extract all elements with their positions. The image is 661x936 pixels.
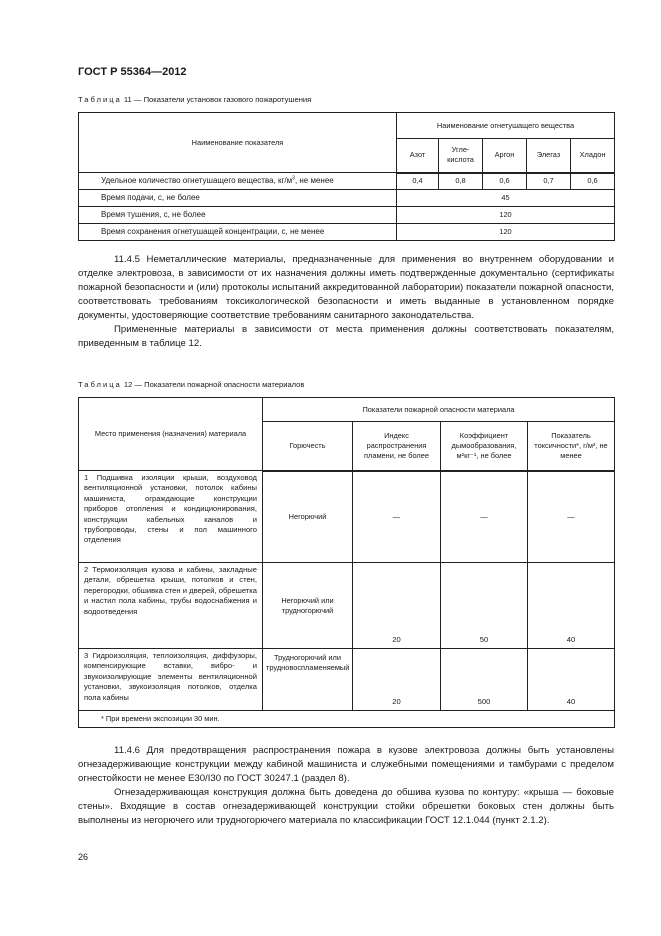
row-label: Время сохранения огнетушащей концентрации, с, не менее bbox=[79, 224, 397, 241]
col-header: Показатель токсичности*, г/м³, не менее bbox=[528, 422, 615, 471]
smoke-cell: — bbox=[441, 471, 528, 563]
flame-cell: 20 bbox=[353, 649, 441, 711]
toxicity-cell: 40 bbox=[528, 649, 615, 711]
table11-caption bbox=[78, 95, 311, 104]
cell-value: 120 bbox=[397, 224, 615, 241]
substance-header: Элегаз bbox=[527, 139, 571, 173]
toxicity-cell: — bbox=[528, 471, 615, 563]
substance-header: Аргон bbox=[483, 139, 527, 173]
table-12 bbox=[78, 397, 615, 728]
table-row bbox=[79, 190, 615, 207]
place-cell: 1 Подшивка изоляции крыши, воздуховод вентиляционной установки, потолок кабины машиниста, ограждающие конструкции приборов отопления и кондиционирования, конструкции кабельных каналов и трубопроводы, стены и пол машинного отделения bbox=[79, 471, 263, 563]
substance-header: Угле-кислота bbox=[439, 139, 483, 173]
combustibility-cell: Негорючий bbox=[263, 471, 353, 563]
cell-value: 0,6 bbox=[571, 173, 615, 190]
col-header: Индекс распространения пламени, не более bbox=[353, 422, 441, 471]
row-label: Время тушения, с, не более bbox=[79, 207, 397, 224]
table12-caption bbox=[78, 380, 304, 389]
flame-cell: — bbox=[353, 471, 441, 563]
cell-value: 0,4 bbox=[397, 173, 439, 190]
col-header-place: Место применения (назначения) материала bbox=[79, 398, 263, 471]
place-cell: 3 Гидроизоляция, теплоизоляция, диффузоры, компенсирующие вставки, вибро- и звукоизолирующие элементы вентиляционной установки, звукоизоляция потолков, отделка пола кабины bbox=[79, 649, 263, 711]
caption-text: 11 — Показатели установок газового пожаротушения bbox=[121, 95, 312, 104]
substance-header: Азот bbox=[397, 139, 439, 173]
combustibility-cell: Негорючий или трудногорючий bbox=[263, 563, 353, 649]
page-number: 26 bbox=[78, 852, 89, 862]
smoke-cell: 50 bbox=[441, 563, 528, 649]
table-row bbox=[79, 649, 615, 711]
col-header: Коэффициент дымообразования, м²кг⁻¹, не более bbox=[441, 422, 528, 471]
group-header: Показатели пожарной опасности материала bbox=[263, 398, 615, 422]
caption-text: 12 — Показатели пожарной опасности материалов bbox=[121, 380, 305, 389]
paragraph: Огнезадерживающая конструкция должна быть доведена до обшива кузова по контуру: «крыша — боковые стены». Входящие в состав огнезадерживающей конструкции стойки обрешетки боковых стен должны быть выполнены из негорючего или трудногорючего материала по классификации ГОСТ 12.1.044 (пункт 2.1.2). bbox=[78, 787, 614, 826]
col-header-indicator: Наименование показателя bbox=[79, 113, 397, 173]
caption-prefix: Таблица bbox=[78, 380, 122, 389]
paragraph: Примененные материалы в зависимости от места применения должны соответствовать показателям, приведенным в таблице 12. bbox=[78, 324, 614, 349]
table-row bbox=[79, 224, 615, 241]
place-cell: 2 Термоизоляция кузова и кабины, закладные детали, обрешетка крыши, потолков и стен, перегородки, обшивка стен и дверей, обрешетка и настил пола кабины, трубы водоснабжения и водоотведения bbox=[79, 563, 263, 649]
cell-value: 0,8 bbox=[439, 173, 483, 190]
table-row bbox=[79, 563, 615, 649]
flame-cell: 20 bbox=[353, 563, 441, 649]
smoke-cell: 500 bbox=[441, 649, 528, 711]
table-row bbox=[79, 173, 615, 190]
cell-value: 0,7 bbox=[527, 173, 571, 190]
row-label bbox=[79, 173, 397, 190]
table-11 bbox=[78, 112, 615, 241]
group-header: Наименование огнетушащего вещества bbox=[397, 113, 615, 139]
row-label: Время подачи, с, не более bbox=[79, 190, 397, 207]
table-row bbox=[79, 207, 615, 224]
section-11-4-5 bbox=[78, 253, 614, 351]
col-header: Горючесть bbox=[263, 422, 353, 471]
cell-value: 0,6 bbox=[483, 173, 527, 190]
paragraph: 11.4.6 Для предотвращения распространения пожара в кузове электровоза должны быть установлены огнезадерживающие конструкции между кабиной машиниста и служебными помещениями и тамбурами с пределом огнестойкости не менее Е30/I30 по ГОСТ 30247.1 (раздел 8). bbox=[78, 745, 614, 784]
label-sup: 3 bbox=[292, 175, 295, 182]
toxicity-cell: 40 bbox=[528, 563, 615, 649]
combustibility-cell: Трудногорючий или трудновоспламеняемый bbox=[263, 649, 353, 711]
label-text: Удельное количество огнетушащего вещества, кг/м bbox=[101, 176, 293, 185]
caption-prefix: Таблица bbox=[78, 95, 122, 104]
table-row bbox=[79, 471, 615, 563]
paragraph: 11.4.5 Неметаллические материалы, предназначенные для применения во внутреннем оборудовании и отделке электровоза, в зависимости от их назначения должны иметь подтвержденные документально (сертификаты пожарной безопасности и (или) протоколы испытаний аккредитованной лаборатории) показатели пожарной опасности, соответствовать требованиям токсикологической безопасности и иметь выданные в установленном порядке документы, удостоверяющие соответствие требованиям санитарного законодательства. bbox=[78, 254, 614, 321]
substance-header: Хладон bbox=[571, 139, 615, 173]
document-header: ГОСТ Р 55364—2012 bbox=[78, 66, 187, 78]
label-suffix: , не менее bbox=[294, 176, 334, 185]
section-11-4-6 bbox=[78, 744, 614, 828]
table-footnote: * При времени экспозиции 30 мин. bbox=[79, 711, 615, 728]
cell-value: 45 bbox=[397, 190, 615, 207]
cell-value: 120 bbox=[397, 207, 615, 224]
